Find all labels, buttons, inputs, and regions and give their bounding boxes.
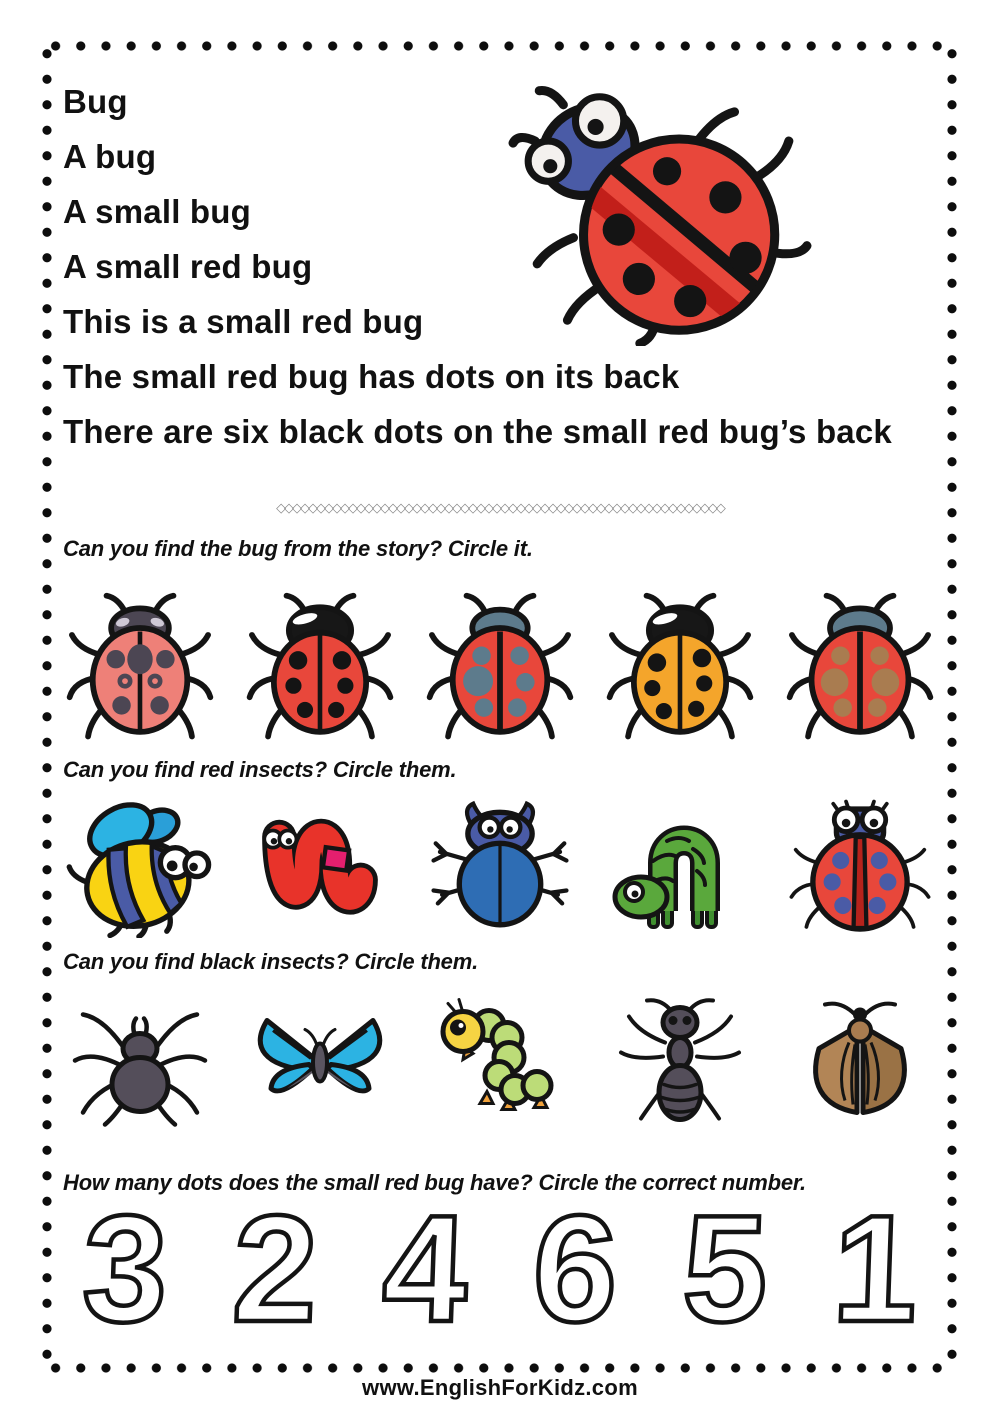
instruction-find-black: Can you find black insects? Circle them. xyxy=(63,949,478,974)
spider-icon xyxy=(65,988,215,1133)
red-insects-row xyxy=(50,793,950,943)
instruction-count-dots: How many dots does the small red bug have? Circle the correct number. xyxy=(63,1170,806,1195)
green-inchworm-icon xyxy=(605,798,755,938)
ladybug-salmon[interactable] xyxy=(52,588,228,750)
footer-url[interactable]: www.EnglishForKidz.com xyxy=(362,1375,638,1400)
number-option-1[interactable]: 1 xyxy=(829,1183,921,1354)
story-line: The small red bug has dots on its back xyxy=(63,358,680,395)
instruction-find-bug: Can you find the bug from the story? Circle it. xyxy=(63,536,533,561)
ladybug-black-head[interactable] xyxy=(232,588,408,750)
numbers-row xyxy=(50,1183,950,1354)
ant-icon xyxy=(605,988,755,1133)
story-line: A small red bug xyxy=(63,248,313,285)
border-top xyxy=(43,41,957,51)
bee-icon xyxy=(65,798,215,938)
blue-butterfly[interactable] xyxy=(232,985,408,1135)
red-worm-icon xyxy=(245,798,395,938)
number-option-5[interactable]: 5 xyxy=(679,1183,771,1354)
number-option-3[interactable]: 3 xyxy=(79,1183,171,1354)
green-inchworm[interactable] xyxy=(592,793,768,943)
ant[interactable] xyxy=(592,985,768,1135)
hero-ladybug-icon xyxy=(503,78,815,346)
red-ladybug-blue-dots[interactable] xyxy=(772,793,948,943)
red-worm[interactable] xyxy=(232,793,408,943)
bee[interactable] xyxy=(52,793,228,943)
spider[interactable] xyxy=(52,985,228,1135)
number-option-6[interactable]: 6 xyxy=(529,1183,621,1354)
blue-bug[interactable] xyxy=(412,793,588,943)
moth[interactable] xyxy=(772,985,948,1135)
moth-icon xyxy=(785,988,935,1133)
story-line: A small bug xyxy=(63,193,252,230)
ladybug-salmon-icon xyxy=(65,591,215,747)
green-caterpillar[interactable] xyxy=(412,985,588,1135)
number-option-2[interactable]: 2 xyxy=(229,1183,321,1354)
black-insects-row xyxy=(50,985,950,1135)
ladybug-orange-icon xyxy=(605,591,755,747)
ladybug-gray-dots-icon xyxy=(425,591,575,747)
red-ladybug-blue-dots-icon xyxy=(785,798,935,938)
blue-butterfly-icon xyxy=(245,998,395,1123)
border-bottom xyxy=(43,1363,957,1373)
ladybug-brown-dots-icon xyxy=(785,591,935,747)
ladybug-black-head-icon xyxy=(245,591,395,747)
green-caterpillar-icon xyxy=(425,993,575,1128)
story-line: There are six black dots on the small red bug’s back xyxy=(63,413,892,450)
ladybug-row xyxy=(50,588,950,750)
ladybug-gray-dots[interactable] xyxy=(412,588,588,750)
story-line: This is a small red bug xyxy=(63,303,424,340)
story-line: Bug xyxy=(63,83,128,120)
number-option-4[interactable]: 4 xyxy=(379,1183,471,1354)
blue-bug-icon xyxy=(425,798,575,938)
divider: ◇◇◇◇◇◇◇◇◇◇◇◇◇◇◇◇◇◇◇◇◇◇◇◇◇◇◇◇◇◇◇◇◇◇◇◇◇◇◇◇◇◇◇◇◇◇◇◇◇◇◇◇◇◇◇◇ xyxy=(276,500,724,515)
instruction-find-red: Can you find red insects? Circle them. xyxy=(63,757,457,782)
story-line: A bug xyxy=(63,138,157,175)
ladybug-orange[interactable] xyxy=(592,588,768,750)
ladybug-brown-dots[interactable] xyxy=(772,588,948,750)
